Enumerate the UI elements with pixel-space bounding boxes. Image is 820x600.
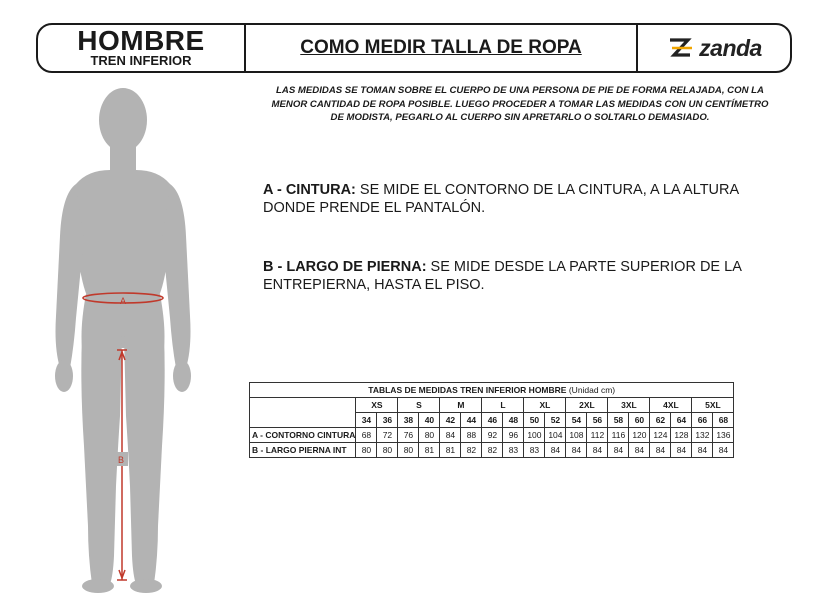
measure-cell: 92 xyxy=(482,428,503,443)
section-inseam-text: SE MIDE DESDE LA PARTE SUPERIOR DE LA ENTREPIERNA, HASTA EL PISO. xyxy=(263,259,742,293)
measure-cell: 82 xyxy=(461,443,482,458)
measure-cell: 88 xyxy=(461,428,482,443)
size-table-wrapper xyxy=(249,382,734,458)
size-header-cell: 4XL xyxy=(650,398,692,413)
size-number-cell: 36 xyxy=(377,413,398,428)
measure-cell: 76 xyxy=(398,428,419,443)
size-number-cell: 64 xyxy=(671,413,692,428)
size-number-cell: 56 xyxy=(587,413,608,428)
size-number-cell: 68 xyxy=(713,413,734,428)
measure-cell: 136 xyxy=(713,428,734,443)
size-number-cell: 50 xyxy=(524,413,545,428)
measure-cell: 80 xyxy=(419,428,440,443)
marker-a-label: A xyxy=(120,296,127,306)
size-number-cell: 48 xyxy=(503,413,524,428)
measure-cell: 84 xyxy=(671,443,692,458)
zanda-logo-icon xyxy=(666,36,696,60)
size-header-cell: 2XL xyxy=(566,398,608,413)
table-corner xyxy=(250,398,356,428)
size-number-cell: 58 xyxy=(608,413,629,428)
gender-title: HOMBRE xyxy=(77,25,205,56)
gender-block xyxy=(38,25,246,71)
measure-cell: 84 xyxy=(566,443,587,458)
header-banner xyxy=(36,23,792,73)
table-row xyxy=(250,443,734,458)
measure-cell: 84 xyxy=(650,443,671,458)
measure-cell: 81 xyxy=(440,443,461,458)
size-header-cell: XL xyxy=(524,398,566,413)
section-inseam-label: B - LARGO DE PIERNA: xyxy=(263,259,427,275)
measure-cell: 84 xyxy=(608,443,629,458)
measure-cell: 68 xyxy=(356,428,377,443)
measure-cell: 84 xyxy=(545,443,566,458)
size-table xyxy=(249,382,734,458)
measure-cell: 128 xyxy=(671,428,692,443)
size-number-cell: 34 xyxy=(356,413,377,428)
row-label-cell: B - LARGO PIERNA INT xyxy=(250,443,356,458)
measure-cell: 100 xyxy=(524,428,545,443)
size-header-cell: XS xyxy=(356,398,398,413)
size-number-cell: 66 xyxy=(692,413,713,428)
measure-cell: 84 xyxy=(629,443,650,458)
measure-cell: 83 xyxy=(524,443,545,458)
table-caption xyxy=(250,383,734,398)
body-figure xyxy=(40,86,210,596)
measure-cell: 84 xyxy=(713,443,734,458)
row-label-cell: A - CONTORNO CINTURA xyxy=(250,428,356,443)
measure-cell: 84 xyxy=(587,443,608,458)
measure-cell: 96 xyxy=(503,428,524,443)
measure-cell: 84 xyxy=(440,428,461,443)
measure-cell: 108 xyxy=(566,428,587,443)
section-waist xyxy=(263,181,763,217)
brand-block xyxy=(638,25,790,71)
size-header-cell: M xyxy=(440,398,482,413)
measure-cell: 84 xyxy=(692,443,713,458)
measure-cell: 104 xyxy=(545,428,566,443)
size-header-cell: 5XL xyxy=(692,398,734,413)
guide-title-block xyxy=(246,25,638,71)
table-caption-row xyxy=(250,383,734,398)
measure-cell: 132 xyxy=(692,428,713,443)
measure-cell: 80 xyxy=(356,443,377,458)
brand-name: zanda xyxy=(699,34,762,61)
brand-logo xyxy=(666,35,762,62)
size-number-cell: 54 xyxy=(566,413,587,428)
section-waist-text: SE MIDE EL CONTORNO DE LA CINTURA, A LA ALTURA DONDE PRENDE EL PANTALÓN. xyxy=(263,182,739,216)
intro-text: LAS MEDIDAS SE TOMAN SOBRE EL CUERPO DE UNA PERSONA DE PIE DE FORMA RELAJADA, CON LA MENOR CANTIDAD DE ROPA POSIBLE. LUEGO PROCEDER A TOMAR LAS MEDIDAS CON UN CENTÍMETRO DE MODISTA, PEGARLO AL CUERPO SIN APRETARLO O SOLTARLO DEMASIADO. xyxy=(271,85,769,123)
measure-cell: 112 xyxy=(587,428,608,443)
measure-cell: 72 xyxy=(377,428,398,443)
size-number-cell: 52 xyxy=(545,413,566,428)
measure-cell: 80 xyxy=(398,443,419,458)
size-header-cell: L xyxy=(482,398,524,413)
measure-cell: 116 xyxy=(608,428,629,443)
size-header-row xyxy=(250,398,734,413)
guide-title: COMO MEDIR TALLA DE ROPA xyxy=(300,37,582,58)
size-header-cell: S xyxy=(398,398,440,413)
gender-subtitle: TREN INFERIOR xyxy=(90,53,192,68)
measure-cell: 120 xyxy=(629,428,650,443)
size-number-cell: 62 xyxy=(650,413,671,428)
size-number-cell: 40 xyxy=(419,413,440,428)
size-header-cell: 3XL xyxy=(608,398,650,413)
size-number-cell: 38 xyxy=(398,413,419,428)
section-inseam xyxy=(263,258,763,294)
size-number-cell: 42 xyxy=(440,413,461,428)
section-waist-label: A - CINTURA: xyxy=(263,182,356,198)
table-unit: (Unidad cm) xyxy=(568,385,616,395)
size-number-cell: 44 xyxy=(461,413,482,428)
table-title: TABLAS DE MEDIDAS TREN INFERIOR HOMBRE xyxy=(368,385,567,395)
body-silhouette-icon xyxy=(55,88,191,593)
measure-cell: 124 xyxy=(650,428,671,443)
size-number-cell: 60 xyxy=(629,413,650,428)
measure-cell: 80 xyxy=(377,443,398,458)
measure-cell: 82 xyxy=(482,443,503,458)
size-number-cell: 46 xyxy=(482,413,503,428)
marker-b-label: B xyxy=(118,455,125,465)
table-row xyxy=(250,428,734,443)
measure-cell: 83 xyxy=(503,443,524,458)
measure-cell: 81 xyxy=(419,443,440,458)
